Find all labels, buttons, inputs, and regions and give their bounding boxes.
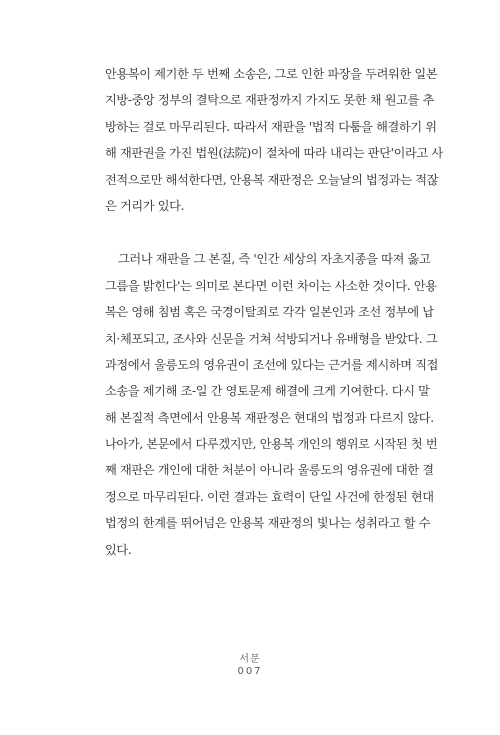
text-line: 은 거리가 있다.	[105, 198, 185, 213]
text-line: 치·체포되고, 조사와 신문을 거쳐 석방되거나 유배형을 받았다. 그	[105, 331, 438, 346]
text-line: 있다.	[105, 542, 132, 557]
text-line: 안용복이 제기한 두 번째 소송은, 그로 인한 파장을 두려워한 일본	[105, 67, 438, 81]
text-line: 그러나 재판을 그 본질, 즉 '인간 세상의 자초지종을 따져 옳고	[118, 252, 431, 267]
page-number: 007	[237, 666, 263, 677]
text-line: 방하는 걸로 마무리된다. 따라서 재판을 '법적 다툼을 해결하기 위	[105, 119, 437, 134]
paragraph-2	[105, 246, 439, 563]
text-line: 해 본질적 측면에서 안용복 재판정은 현대의 법정과 다르지 않다.	[105, 410, 434, 425]
body-text	[105, 61, 443, 563]
text-line: 그름을 밝힌다'는 의미로 본다면 이런 차이는 사소한 것이다. 안용	[105, 278, 437, 293]
text-line: 나아가, 본문에서 다루겠지만, 안용복 개인의 행위로 시작된 첫 번	[105, 437, 438, 452]
text-line: 지방-중앙 정부의 결탁으로 재판정까지 가지도 못한 채 원고를 추	[105, 93, 434, 108]
paragraph-1	[105, 61, 443, 219]
text-line: 과정에서 울릉도의 영유권이 조선에 있다는 근거를 제시하며 직접	[105, 357, 439, 372]
paragraph-spacer	[105, 219, 435, 246]
text-line: 법정의 한계를 뛰어넘은 안용복 재판정의 빛나는 성취라고 할 수	[105, 516, 431, 531]
text-line: 해 재판권을 가진 법원(法院)이 절차에 따라 내리는 판단'이라고 사	[105, 146, 443, 161]
text-line: 전적으로만 해석한다면, 안용복 재판정은 오늘날의 법정과는 적잖	[105, 172, 439, 187]
text-line: 정으로 마무리된다. 이런 결과는 효력이 단일 사건에 한정된 현대	[105, 489, 434, 504]
text-line: 소송을 제기해 조-일 간 영토문제 해결에 크게 기여한다. 다시 말	[105, 384, 430, 399]
text-line: 째 재판은 개인에 대한 처분이 아니라 울릉도의 영유권에 대한 결	[105, 463, 434, 478]
text-line: 복은 영해 침범 혹은 국경이탈죄로 각각 일본인과 조선 정부에 납	[105, 305, 434, 320]
running-footer-section-title: 서문	[239, 654, 261, 665]
